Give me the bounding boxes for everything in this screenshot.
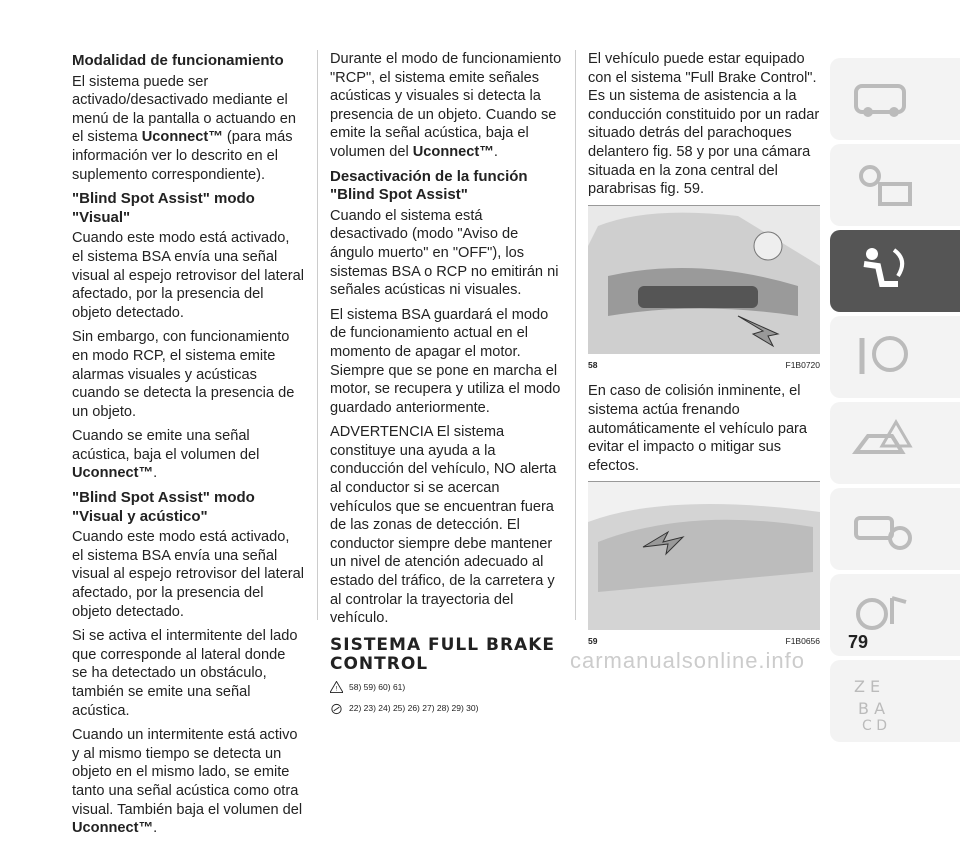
brand-uconnect: Uconnect™ [72,820,154,837]
tab-emergency[interactable] [830,402,960,484]
seat-airbag-icon [848,240,918,302]
svg-text:Z E: Z E [854,677,881,696]
car-dashboard-icon [848,68,918,130]
column-divider [575,50,576,620]
tab-driving[interactable] [830,316,960,398]
windshield-illustration [588,482,820,630]
paragraph: Durante el modo de funcionamiento "RCP", el sistema emite señales acústicas y visuales si detecta la presencia de un objeto. Cuando se emite la señal acústica, baja el volumen del Uconnect™. [330,51,562,160]
paragraph: Cuando este modo está activado, el sistema BSA envía una señal visual al espejo retrovisor del lateral afectado, por la presencia del objeto detectado. [72,529,304,620]
paragraph: Cuando el sistema está desactivado (modo "Aviso de ángulo muerto" en "OFF"), los sistemas BSA o RCP no emitirán ni señales acústicas ni visuales. [330,207,559,299]
paragraph: Cuando un intermitente está activo y al mismo tiempo se detecta un objeto en el mismo lado, se emite tanto una señal acústica como otra visual. También baja el volumen del Uconnect™. [72,727,303,837]
tab-safety[interactable] [830,230,960,312]
tab-dashboard[interactable] [830,58,960,140]
car-gear-icon [848,498,918,560]
paragraph: Cuando se emite una señal acústica, baja el volumen del Uconnect™. [72,428,260,482]
tab-maintenance[interactable] [830,488,960,570]
paragraph: Si se activa el intermitente del lado que corresponde al lateral donde se ha detectado un obstáculo, también se emite una señal acústica. [72,628,298,719]
paragraph: Cuando este modo está activado, el sistema BSA envía una señal visual al espejo retrovisor del lateral afectado, por la presencia del objeto detectado. [72,230,304,321]
column-2 [330,50,562,721]
column-divider [317,50,318,620]
paragraph: El sistema BSA guardará el modo de funcionamiento actual en el momento de apagar el motor. Siempre que se pone en marcha el motor, se recupera y utiliza el modo guardado anteriormente. [330,306,561,416]
car-warning-icon [848,412,918,474]
column-3 [588,50,820,651]
figure-image-front-bumper [588,205,820,354]
paragraph: Sin embargo, con funcionamiento en modo RCP, el sistema emite alarmas visuales y acústicas cuando se detecta la presencia de un objeto. [72,329,295,420]
paragraph: En caso de colisión inminente, el sistema actúa frenando automáticamente el vehículo para evitar el impacto o mitigar sus efectos. [588,383,808,474]
sun-mail-icon [848,154,918,216]
car-front-illustration [588,206,820,354]
figure-59 [588,481,820,651]
figure-58 [588,205,820,375]
steering-key-icon [848,326,918,388]
paragraph: ADVERTENCIA El sistema constituye una ayuda a la conducción del vehículo, NO alerta al conductor si se acercan vehículos que se encuentran fuera de las zonas de detección. El conductor siempre debe mantener un nivel de atención adecuado al estado del tráfico, de la carretera y al controlar la trayectoria del vehículo. [330,424,557,627]
page-number: 79 [848,632,869,652]
caution-wrench-icon [330,703,343,715]
heading-visual: "Blind Spot Assist" modo "Visual" [72,190,255,226]
brand-uconnect: Uconnect™ [141,129,223,146]
warning-refs-1: ! 58) 59) 60) 61) [330,678,562,697]
heading-modalidad: Modalidad de funcionamiento [72,52,284,69]
svg-text:!: ! [335,685,338,693]
figure-caption: 59 F1B0656 [588,636,820,647]
figure-image-windshield [588,481,820,630]
column-1 [72,50,304,844]
watermark: carmanualsonline.info [570,648,806,673]
heading-desactivacion: Desactivación de la función "Blind Spot Assist" [330,167,528,204]
tab-index[interactable] [830,660,960,742]
warning-refs-2: 22) 23) 24) 25) 26) 27) 28) 29) 30) [330,699,562,718]
brand-uconnect: Uconnect™ [72,465,154,482]
alphabet-index-icon [848,670,918,732]
paragraph: El sistema puede ser activado/desactivado mediante el menú de la pantalla o actuando en el sistema Uconnect™ (para más información ver lo descrito en el suplemento correspondiente). [72,73,296,183]
svg-text:C D: C D [862,718,888,732]
paragraph: El vehículo puede estar equipado con el sistema "Full Brake Control". Es un sistema de asistencia a la conducción constituido por un radar situado detrás del parachoques delantero fig. 58 y por una cámara situada en la zona central del parabrisas fig. 59. [588,51,820,198]
tab-lights[interactable] [830,144,960,226]
figure-caption: 58 F1B0720 [588,359,820,370]
svg-text:B A: B A [858,699,886,718]
heading-visual-acustico: "Blind Spot Assist" modo "Visual y acústico" [72,489,255,525]
section-title: SISTEMA FULL BRAKE CONTROL [330,634,556,674]
brand-uconnect: Uconnect™ [412,143,494,160]
